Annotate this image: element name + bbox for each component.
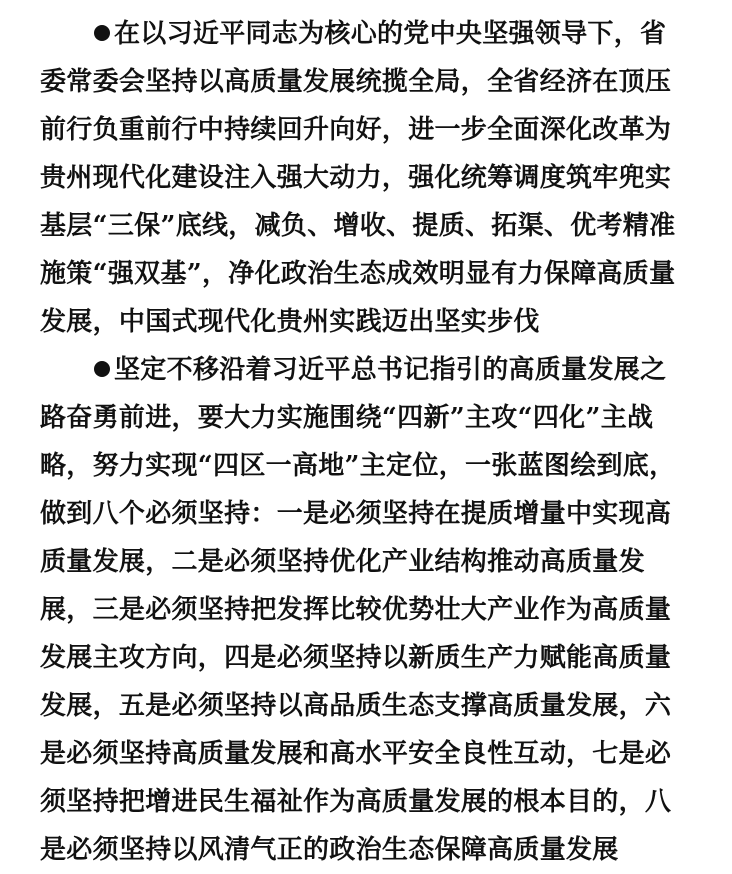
- paragraph-2: [40, 346, 690, 874]
- text-line: [40, 346, 690, 394]
- text-line: 基层“三保”底线，减负、增收、提质、拓渠、优考精准: [40, 211, 676, 241]
- text-line: 质量发展，二是必须坚持优化产业结构推动高质量发: [40, 547, 645, 577]
- text-line: 是必须坚持以风清气正的政治生态保障高质量发展: [40, 835, 619, 865]
- line-text: 在以习近平同志为核心的党中央坚强领导下，省: [114, 19, 667, 49]
- text-line: 发展主攻方向，四是必须坚持以新质生产力赋能高质量: [40, 643, 672, 673]
- text-line: 是必须坚持高质量发展和高水平安全良性互动，七是必: [40, 739, 672, 769]
- text-line: 略，努力实现“四区一高地”主定位，一张蓝图绘到底，: [40, 451, 676, 481]
- paragraph-1: [40, 10, 690, 346]
- text-line: [40, 10, 690, 58]
- text-line: 做到八个必须坚持：一是必须坚持在提质增量中实现高: [40, 499, 672, 529]
- line-text: 坚定不移沿着习近平总书记指引的高质量发展之: [114, 355, 667, 385]
- bullet-icon: [94, 25, 110, 41]
- text-line: 委常委会坚持以高质量发展统揽全局，全省经济在顶压: [40, 67, 672, 97]
- text-line: 展，三是必须坚持把发挥比较优势壮大产业作为高质量: [40, 595, 672, 625]
- text-line: 发展，五是必须坚持以高品质生态支撑高质量发展，六: [40, 691, 672, 721]
- text-line: 须坚持把增进民生福祉作为高质量发展的根本目的，八: [40, 787, 672, 817]
- document-page: [40, 10, 690, 874]
- text-line: 前行负重前行中持续回升向好，进一步全面深化改革为: [40, 115, 672, 145]
- bullet-icon: [94, 361, 110, 377]
- text-line: 施策“强双基”，净化政治生态成效明显有力保障高质量: [40, 259, 676, 289]
- text-line: 贵州现代化建设注入强大动力，强化统筹调度筑牢兜实: [40, 163, 672, 193]
- text-line: 发展，中国式现代化贵州实践迈出坚实步伐: [40, 307, 540, 337]
- text-line: 路奋勇前进，要大力实施围绕“四新”主攻“四化”主战: [40, 403, 654, 433]
